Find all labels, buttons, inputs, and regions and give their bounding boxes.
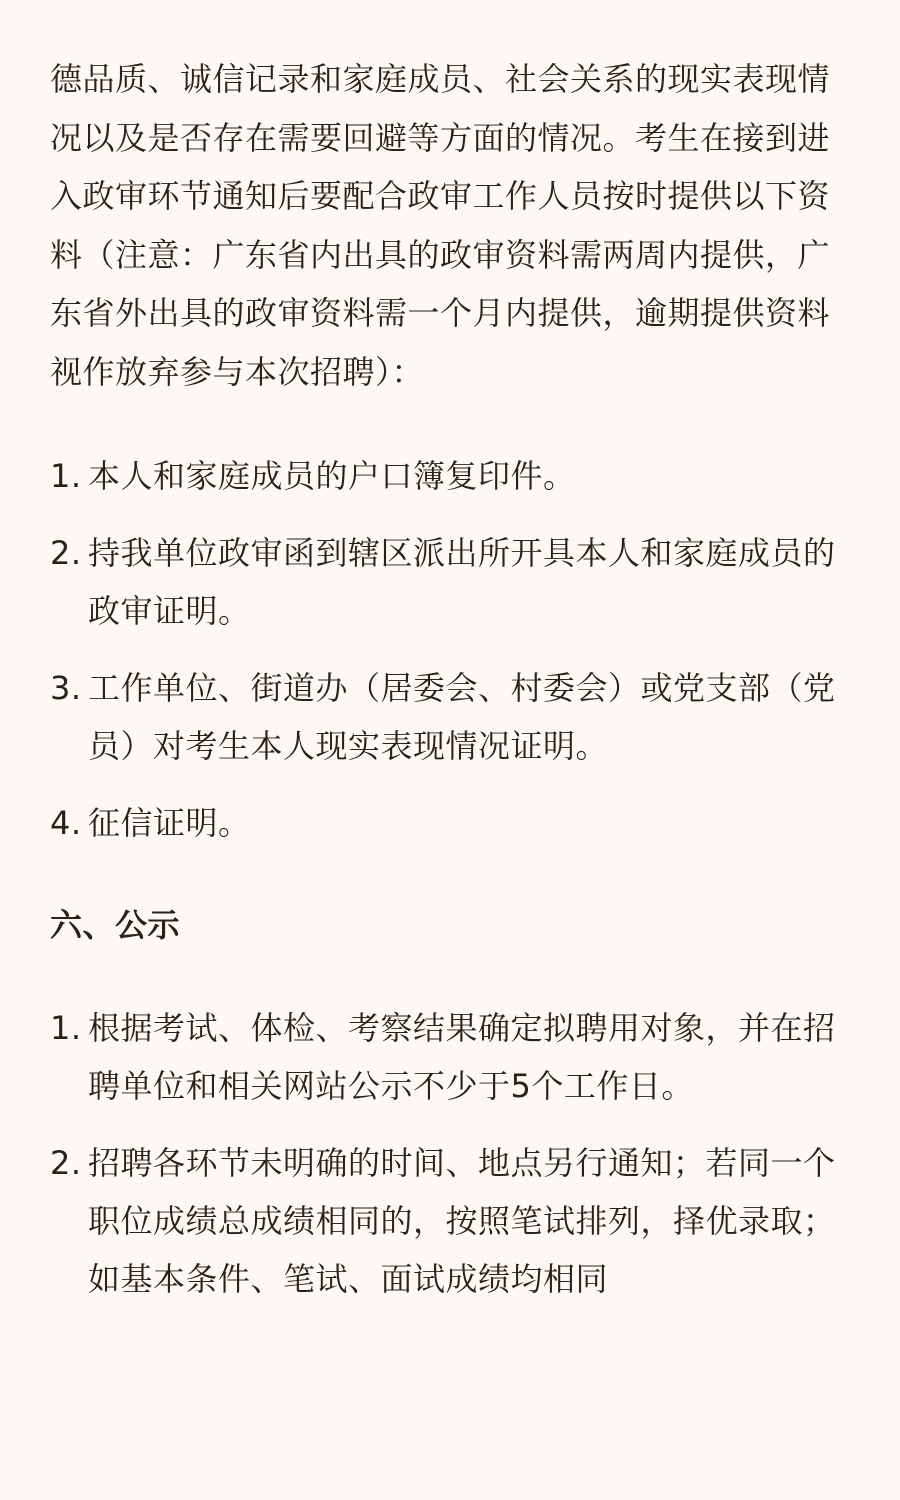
- list-item-number: 2.: [50, 1144, 82, 1182]
- list-item-text: 本人和家庭成员的户口簿复印件。: [88, 457, 576, 495]
- list-item-number: 3.: [50, 669, 82, 707]
- list-item: [50, 794, 850, 852]
- publicity-list: [50, 999, 850, 1308]
- list-item: [50, 524, 850, 640]
- list-item-number: 4.: [50, 804, 82, 842]
- required-documents-list: [50, 447, 850, 852]
- list-item-number: 1.: [50, 457, 82, 495]
- list-item-number: 2.: [50, 534, 82, 572]
- list-item-text: 招聘各环节未明确的时间、地点另行通知；若同一个职位成绩总成绩相同的，按照笔试排列，择优录取；如基本条件、笔试、面试成绩均相同: [88, 1144, 836, 1298]
- list-item: [50, 1134, 850, 1308]
- list-item-text: 持我单位政审函到辖区派出所开具本人和家庭成员的政审证明。: [88, 534, 836, 630]
- list-item-text: 根据考试、体检、考察结果确定拟聘用对象，并在招聘单位和相关网站公示不少于5个工作日。: [88, 1009, 836, 1105]
- intro-paragraph: 德品质、诚信记录和家庭成员、社会关系的现实表现情况以及是否存在需要回避等方面的情况。考生在接到进入政审环节通知后要配合政审工作人员按时提供以下资料（注意：广东省内出具的政审资料需两周内提供，广东省外出具的政审资料需一个月内提供，逾期提供资料视作放弃参与本次招聘）：: [50, 60, 831, 391]
- list-item-text: 征信证明。: [88, 804, 251, 842]
- list-item: [50, 999, 850, 1115]
- list-item: [50, 659, 850, 775]
- list-item-number: 1.: [50, 1009, 82, 1047]
- list-item: [50, 447, 850, 505]
- list-item-text: 工作单位、街道办（居委会、村委会）或党支部（党员）对考生本人现实表现情况证明。: [88, 669, 836, 765]
- section-heading-publicity: 六、公示: [50, 906, 181, 944]
